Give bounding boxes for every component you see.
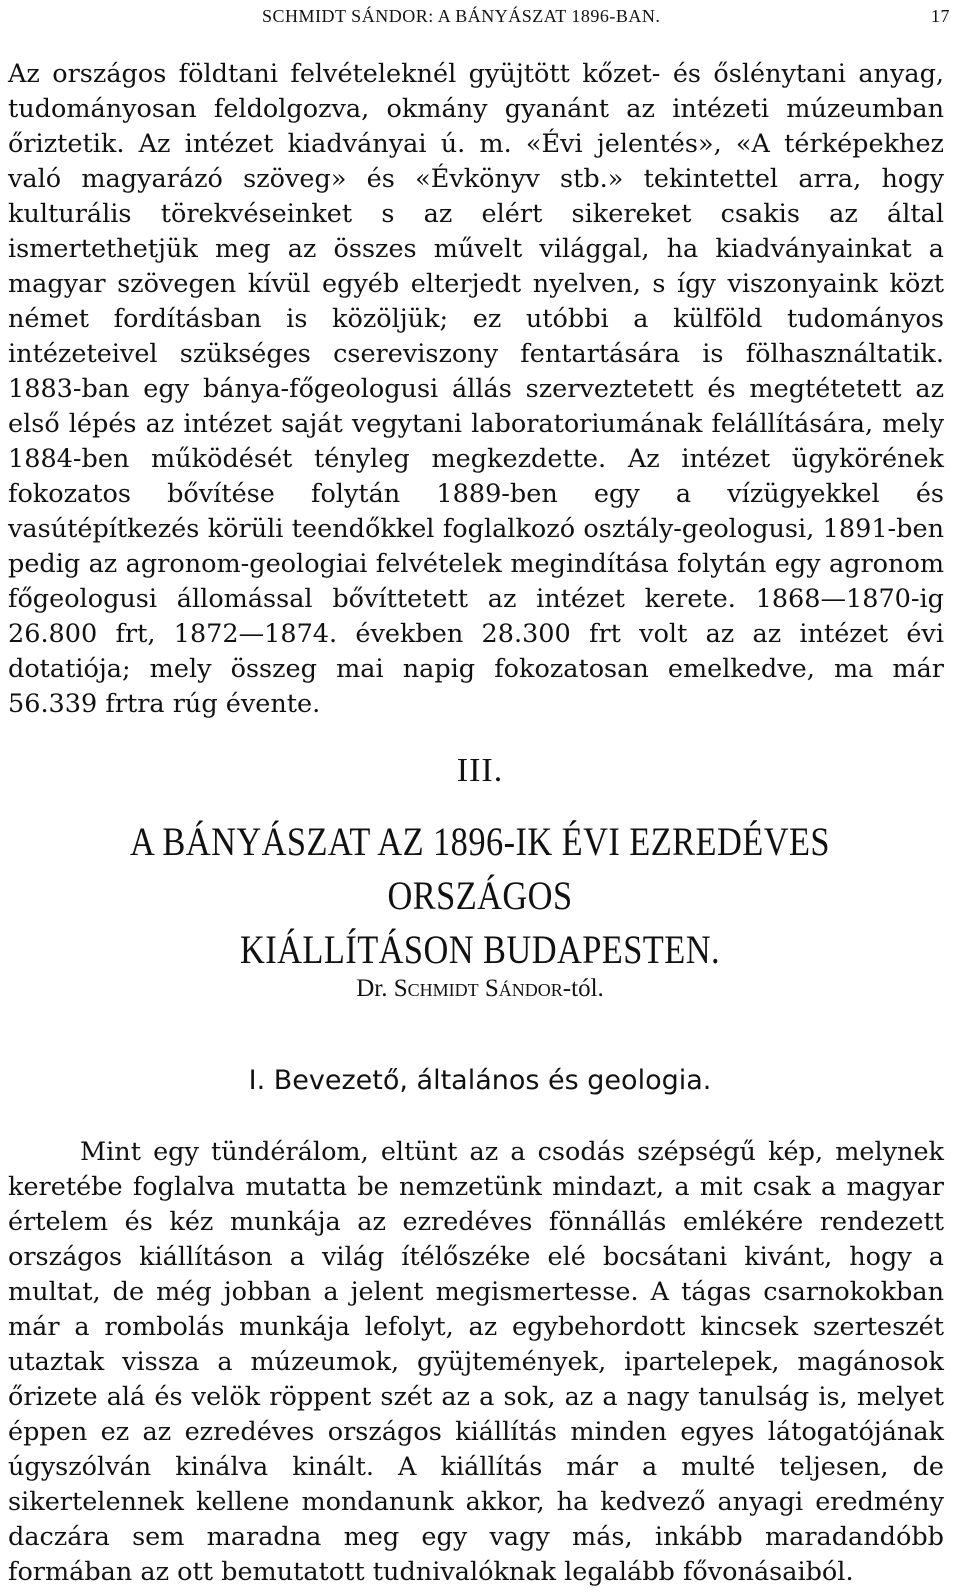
chapter-title-line-2: KIÁLLÍTÁSON BUDAPESTEN. (239, 927, 720, 972)
author-byline (0, 975, 960, 1003)
page-number: 17 (931, 6, 950, 26)
chapter-title (67, 815, 893, 977)
running-title: SCHMIDT SÁNDOR: A BÁNYÁSZAT 1896-BAN. (262, 6, 661, 26)
section-heading: I. Bevezető, általános és geologia. (248, 1065, 712, 1096)
author-name: Schmidt Sándor (393, 975, 563, 1002)
body-paragraph-1: Az országos földtani felvételeknél gyüjtött kőzet- és őslénytani anyag, tudományosan feldolgozva, okmány gyanánt az intézeti múzeumban őriztetik. Az intézet kiadványai ú. m. «Évi jelentés», «A térképekhez való magyarázó szöveg» és «Évkönyv stb.» tekintettel arra, hogy kulturális törekvéseinket s az elért sikereket csakis az által ismertethetjük meg az összes művelt világgal, ha kiadványainkat a magyar szövegen kívül egyéb elterjedt nyelven, s így viszonyaink közt német fordításban is közöljük; ez utóbbi a külföld tudományos intézeteivel szükséges csereviszony fentartására is fölhasználtatik. 1883-ban egy bánya-főgeologusi állás szerveztetett és megtétetett az első lépés az intézet saját vegytani laboratoriumának felállítására, mely 1884-ben működését tényleg megkezdette. Az intézet ügykörének fokozatos bővítése folytán 1889-ben egy a vízügyekkel és vasútépítkezés körüli teendőkkel foglalkozó osztály-geologusi, 1891-ben pedig az agronom-geologiai felvételek megindítása folytán egy agronom főgeologusi állomással bővíttetett az intézet kerete. 1868—1870-ig 26.800 frt, 1872—1874. években 28.300 frt volt az az intézet évi dotatiója; mely összeg mai napig fokozatosan emelkedve, ma már 56.339 frtra rúg évente. (8, 59, 944, 719)
chapter-title-line-1: A BÁNYÁSZAT AZ 1896-IK ÉVI EZREDÉVES ORSZÁGOS (130, 819, 830, 918)
author-prefix: Dr. (356, 975, 388, 1002)
author-suffix: -tól. (562, 975, 604, 1002)
body-paragraph-2: Mint egy tündérálom, eltünt az a csodás szépségű kép, melynek keretébe foglalva mutatta be nemzetünk mindazt, a mit csak a magyar értelem és kéz munkája az ezredéves fönnállás emlékére rendezett országos kiállításon a világ ítélőszéke elé bocsátani kivánt, hogy a multat, de még jobban a jelent megismertesse. A tágas csarnokokban már a rombolás munkája lefolyt, az egybehordott kincsek szerteszét utaztak vissza a múzeumok, gyüjtemények, ipartelepek, magánosok őrizete alá és velök röppent szét az a sok, az a nagy tanulság is, melyet éppen ez az ezredéves országos kiállítás minden egyes látogatójának úgyszólván kinálva kinált. A kiállítás már a multé teljesen, de sikertelennek kellene mondanunk akkor, ha kedvező anyagi eredmény daczára sem maradna meg egy vagy más, inkább maradandóbb formában az ott bemutatott tudnivalóknak legalább fővonásaiból. (8, 1137, 944, 1587)
chapter-number: III. (456, 752, 504, 789)
running-header (8, 4, 952, 34)
